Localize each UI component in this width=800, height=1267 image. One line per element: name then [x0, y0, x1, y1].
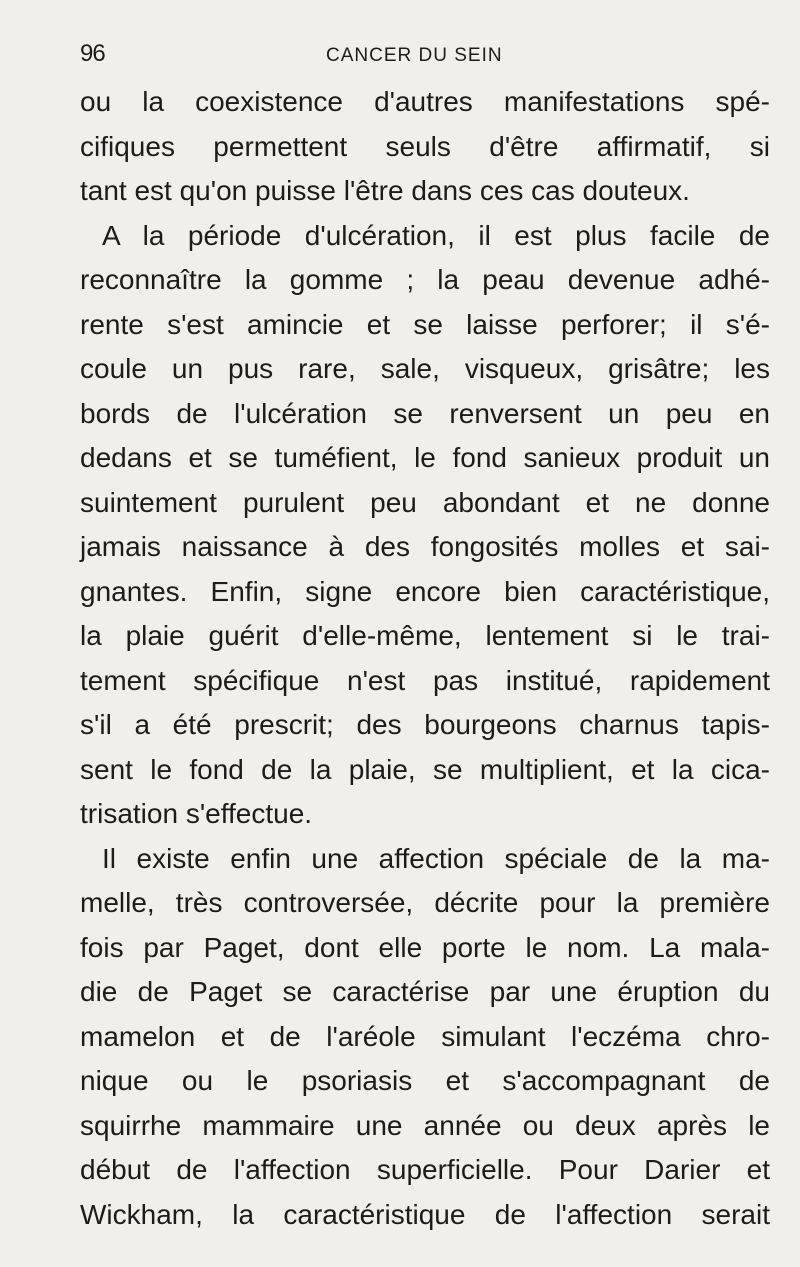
- text-line: squirrhe mammaire une année ou deux après le: [80, 1109, 770, 1141]
- paragraph-3: [80, 837, 770, 1238]
- text-line: début de l'affection superficielle. Pour Darier et: [80, 1154, 770, 1185]
- page-header: [80, 40, 750, 76]
- text-line: mamelon et de l'aréole simulant l'eczéma chro-: [80, 1020, 770, 1052]
- paragraph-1: [80, 80, 770, 214]
- text-line: la plaie guérit d'elle-même, lentement si le trai-: [80, 620, 770, 651]
- text-line: gnantes. Enfin, signe encore bien caractéristique,: [80, 575, 770, 607]
- text-line: die de Paget se caractérise par une éruption du: [80, 976, 770, 1007]
- paragraph-2: [80, 214, 770, 837]
- text-line: trisation s'effectue.: [80, 798, 313, 829]
- text-line: reconnaître la gomme ; la peau devenue adhé-: [80, 264, 770, 295]
- body-text: [80, 80, 770, 1237]
- text-line: cifiques permettent seuls d'être affirmatif, si: [80, 130, 770, 162]
- text-line: ou la coexistence d'autres manifestations spé-: [80, 86, 770, 117]
- text-line: bords de l'ulcération se renversent un peu en: [80, 397, 770, 429]
- text-line: tement spécifique n'est pas institué, rapidement: [80, 664, 770, 696]
- text-line: sent le fond de la plaie, se multiplient, et la cica-: [80, 753, 770, 785]
- text-line: rente s'est amincie et se laisse perforer; il s'é-: [80, 308, 770, 340]
- text-line: nique ou le psoriasis et s'accompagnant de: [80, 1065, 770, 1096]
- text-line: suintement purulent peu abondant et ne donne: [80, 486, 770, 518]
- text-line: fois par Paget, dont elle porte le nom. La mala-: [80, 931, 770, 963]
- text-line: A la période d'ulcération, il est plus facile de: [102, 219, 770, 251]
- text-line: Wickham, la caractéristique de l'affection serait: [80, 1198, 770, 1230]
- running-title: CANCER DU SEIN: [326, 45, 503, 66]
- text-line: melle, très controversée, décrite pour la première: [80, 887, 770, 918]
- text-line: jamais naissance à des fongosités molles et sai-: [80, 531, 770, 562]
- text-line: s'il a été prescrit; des bourgeons charnus tapis-: [80, 709, 770, 740]
- text-line: tant est qu'on puisse l'être dans ces cas douteux.: [80, 175, 690, 206]
- text-line: coule un pus rare, sale, visqueux, grisâtre; les: [80, 353, 770, 384]
- text-line: dedans et se tuméfient, le fond sanieux produit un: [80, 442, 770, 473]
- page-number: 96: [80, 40, 105, 67]
- text-line: Il existe enfin une affection spéciale de la ma-: [102, 842, 770, 874]
